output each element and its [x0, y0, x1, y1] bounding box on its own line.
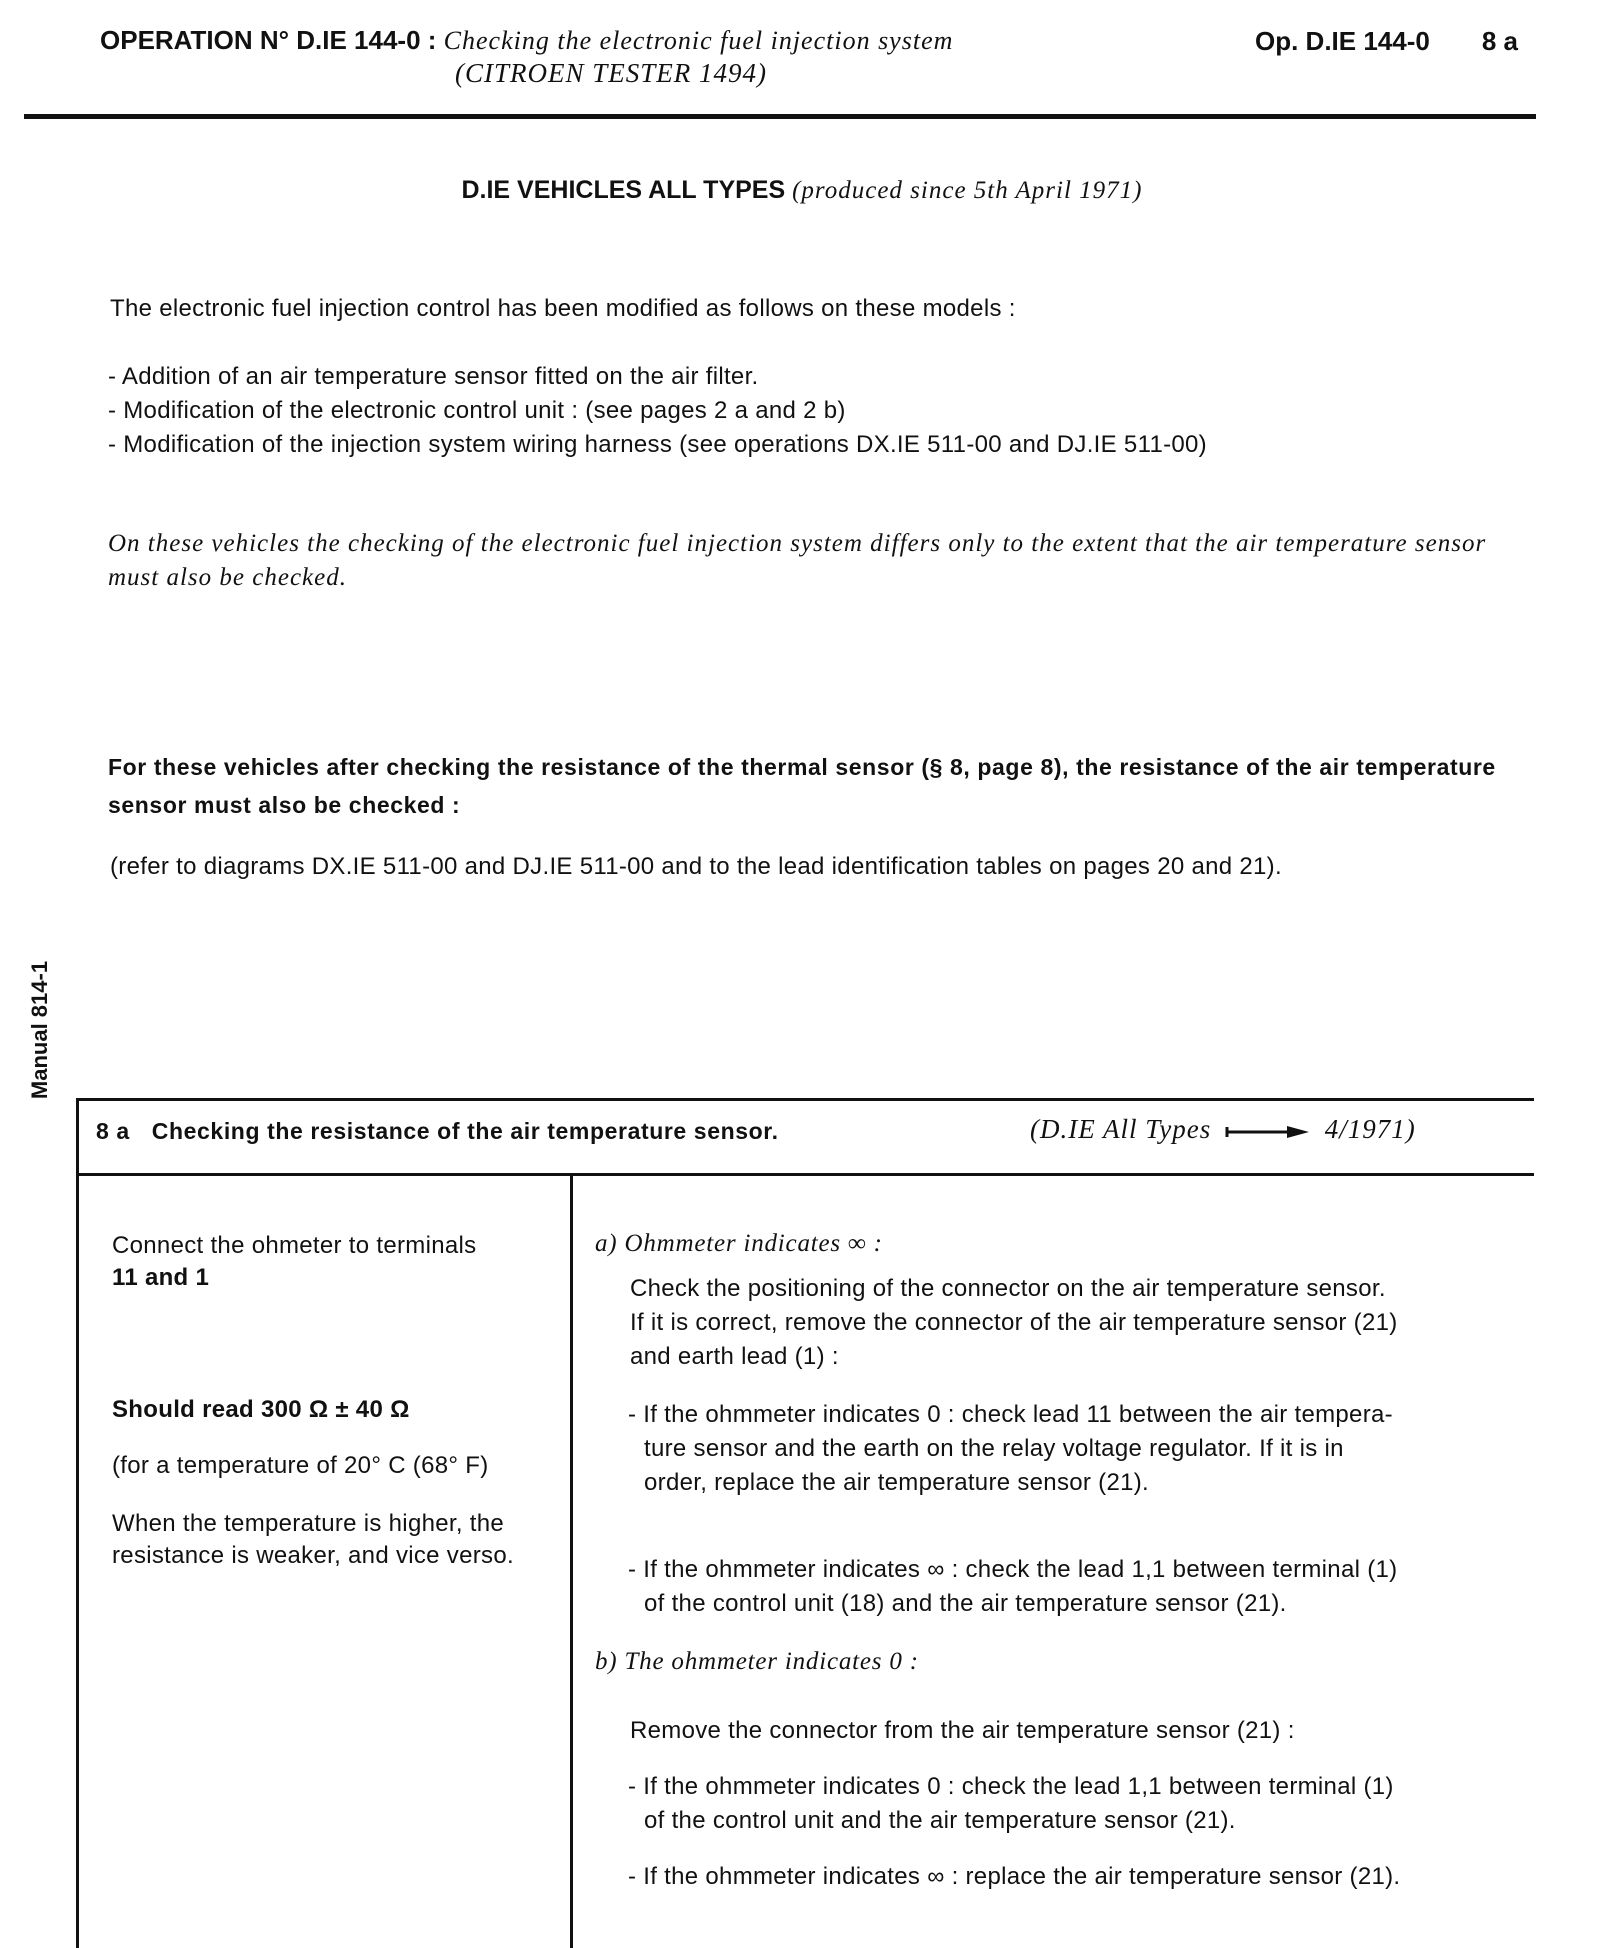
- table-number: 8 a: [96, 1118, 130, 1144]
- case-a-item-2-line: - If the ohmmeter indicates ∞ : check the lead 1,1 between terminal (1): [628, 1556, 1398, 1583]
- list-item: - Addition of an air temperature sensor fitted on the air filter.: [108, 363, 759, 390]
- temperature-higher-note: When the temperature is higher, the resistance is weaker, and vice verso.: [112, 1510, 514, 1569]
- types-suffix: 4/1971): [1324, 1114, 1416, 1144]
- side-manual-label: [22, 945, 58, 1115]
- case-a-line: and earth lead (1) :: [630, 1343, 839, 1370]
- produced-since: (produced since 5th April 1971): [792, 177, 1143, 204]
- arrow-right-icon: [1225, 1124, 1311, 1140]
- table-left-rule: [76, 1098, 79, 1948]
- terminals-text: 11 and 1: [112, 1264, 210, 1291]
- case-a-line: Check the positioning of the connector on the air temperature sensor.: [630, 1275, 1386, 1302]
- temperature-note: (for a temperature of 20° C (68° F): [112, 1452, 489, 1479]
- table-column-divider: [570, 1175, 573, 1948]
- operation-header: [100, 24, 953, 57]
- table-types: [1030, 1114, 1416, 1145]
- list-item: - Modification of the electronic control unit : (see pages 2 a and 2 b): [108, 397, 846, 424]
- case-b-heading: b) The ohmmeter indicates 0 :: [595, 1648, 919, 1675]
- case-b-item-1-line: of the control unit and the air temperature sensor (21).: [644, 1807, 1236, 1834]
- table-header-rule: [76, 1173, 1534, 1176]
- table-top-rule: [76, 1098, 1534, 1101]
- page-number: 8 a: [1481, 26, 1518, 56]
- modification-list: [108, 360, 1207, 462]
- operation-subtitle: (CITROEN TESTER 1494): [455, 58, 768, 88]
- page-reference: [1255, 26, 1518, 57]
- table-title: [96, 1118, 779, 1145]
- header-rule: [24, 114, 1536, 119]
- bold-note: For these vehicles after checking the resistance of the thermal sensor (§ 8, page 8), the resistance of the air temperature sensor must also be checked :: [108, 754, 1496, 818]
- side-manual-label-text: Manual 814-1: [27, 960, 52, 1100]
- types-prefix: (D.IE All Types: [1030, 1114, 1212, 1144]
- case-b-item-2: - If the ohmmeter indicates ∞ : replace the air temperature sensor (21).: [628, 1863, 1401, 1890]
- vehicles-heading-text: D.IE VEHICLES ALL TYPES: [461, 176, 786, 204]
- vehicles-heading: [0, 176, 1604, 205]
- table-title-text: Checking the resistance of the air temperature sensor.: [151, 1118, 779, 1144]
- case-a-item-2: [628, 1553, 1508, 1621]
- case-a-item-1: [628, 1398, 1508, 1500]
- operation-label: OPERATION N° D.IE 144-0 :: [100, 25, 437, 55]
- case-b-body: Remove the connector from the air temperature sensor (21) :: [630, 1717, 1295, 1744]
- case-b-item-1: [628, 1770, 1508, 1838]
- connect-text: Connect the ohmeter to terminals: [112, 1232, 477, 1259]
- refer-note: (refer to diagrams DX.IE 511-00 and DJ.IE 511-00 and to the lead identification tables on pages 20 and 21).: [110, 853, 1282, 880]
- intro-paragraph: The electronic fuel injection control has been modified as follows on these models :: [110, 295, 1016, 322]
- case-a-item-1-line: order, replace the air temperature sensor (21).: [644, 1469, 1150, 1496]
- case-a-item-1-line: - If the ohmmeter indicates 0 : check lead 11 between the air tempera-: [628, 1401, 1393, 1428]
- case-a-line: If it is correct, remove the connector of the air temperature sensor (21): [630, 1309, 1398, 1336]
- case-a-heading: a) Ohmmeter indicates ∞ :: [595, 1230, 883, 1257]
- case-a-item-1-line: ture sensor and the earth on the relay voltage regulator. If it is in: [644, 1435, 1344, 1462]
- italic-note: On these vehicles the checking of the electronic fuel injection system differs only to the extent that the air temperature sensor must also be checked.: [108, 530, 1487, 591]
- list-item: - Modification of the injection system wiring harness (see operations DX.IE 511-00 and DJ.IE 511-00): [108, 431, 1207, 458]
- should-read: Should read 300 Ω ± 40 Ω: [112, 1396, 410, 1423]
- op-ref: Op. D.IE 144-0: [1255, 26, 1430, 56]
- case-b-item-1-line: - If the ohmmeter indicates 0 : check the lead 1,1 between terminal (1): [628, 1773, 1394, 1800]
- operation-title: Checking the electronic fuel injection system: [443, 26, 954, 55]
- case-a-item-2-line: of the control unit (18) and the air temperature sensor (21).: [644, 1590, 1287, 1617]
- case-a-body: [630, 1272, 1510, 1374]
- connect-instruction: [112, 1230, 562, 1294]
